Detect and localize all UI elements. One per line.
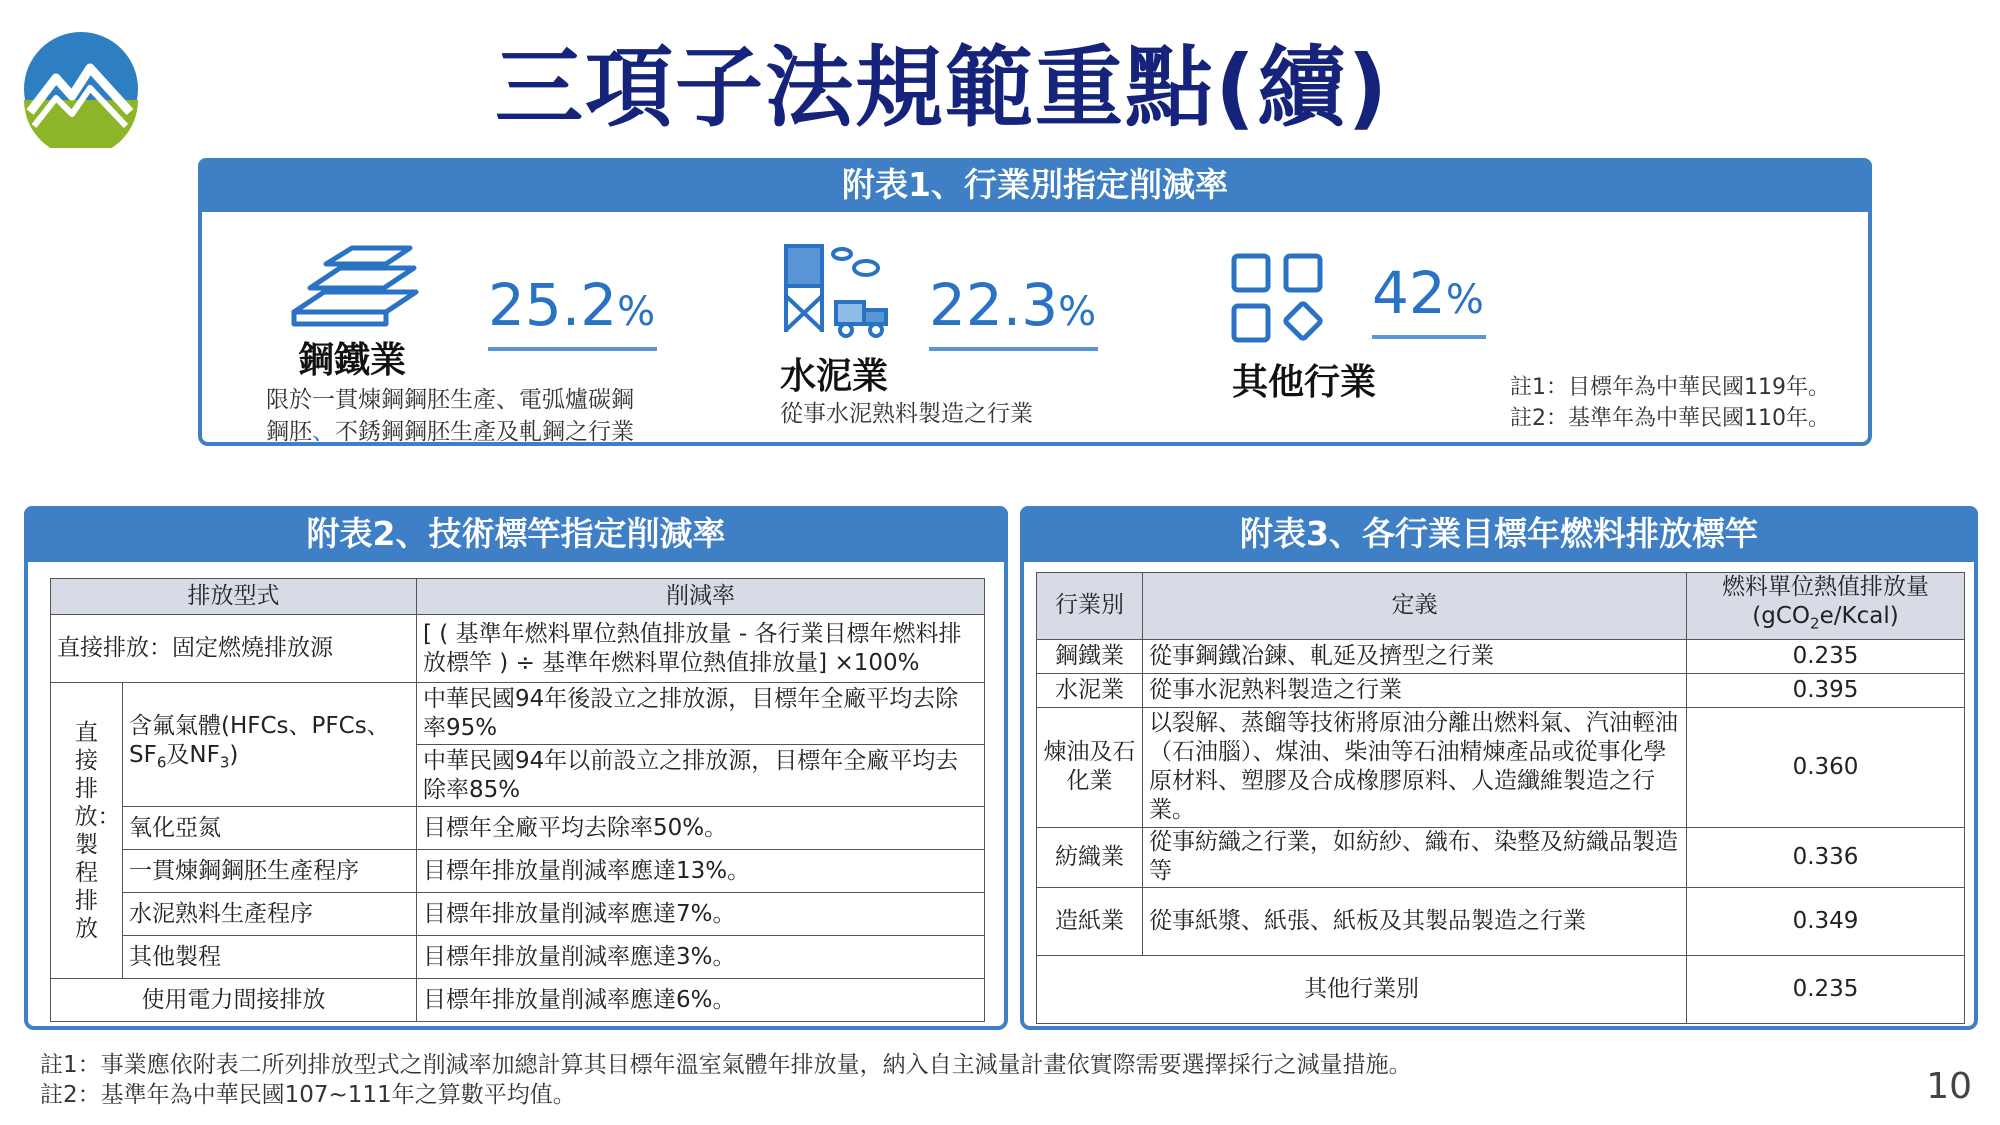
table-row — [51, 683, 985, 745]
table3 — [1036, 572, 1965, 1024]
table1-heading: 附表1、行業別指定削減率 — [198, 158, 1872, 212]
table-row — [51, 850, 985, 893]
row-type: 一貫煉鋼鋼胚生產程序 — [123, 850, 417, 893]
org-logo — [22, 30, 140, 148]
grid-squares-icon — [1230, 252, 1326, 344]
table-row — [1037, 887, 1965, 955]
row-value: 0.349 — [1687, 887, 1965, 955]
cement-desc: 從事水泥熟料製造之行業 — [780, 401, 1033, 427]
table2-panel — [24, 506, 1008, 1030]
table3-heading: 附表3、各行業目標年燃料排放標竿 — [1020, 506, 1978, 562]
table-row — [51, 893, 985, 936]
cement-rate: 22.3% — [929, 274, 1098, 351]
steel-rate: 25.2% — [488, 274, 657, 351]
row-industry: 鋼鐵業 — [1037, 639, 1143, 673]
table3-header-industry: 行業別 — [1037, 573, 1143, 640]
table-row — [1037, 673, 1965, 707]
other-industry-label: 其他行業別 — [1037, 955, 1687, 1023]
table1-note2: 註2：基準年為中華民國110年。 — [1510, 406, 1830, 431]
row-rate: 目標年排放量削減率應達3%。 — [417, 936, 985, 979]
table3-header-definition: 定義 — [1143, 573, 1687, 640]
row-definition: 從事紙漿、紙張、紙板及其製品製造之行業 — [1143, 887, 1687, 955]
row-industry: 造紙業 — [1037, 887, 1143, 955]
steel-industry-name: 鋼鐵業 — [298, 340, 407, 381]
steel-desc-line1: 限於一貫煉鋼鋼胚生產、電弧爐碳鋼 — [266, 387, 634, 413]
steel-desc-line2: 鋼胚、不銹鋼鋼胚生產及軋鋼之行業 — [266, 419, 634, 445]
table1-note1: 註1：目標年為中華民國119年。 — [1510, 375, 1830, 400]
table3-header-factor: 燃料單位熱值排放量 (gCO$_2$e/Kcal) — [1687, 573, 1965, 640]
indirect-rate: 目標年排放量削減率應達6%。 — [417, 979, 985, 1022]
cement-plant-icon — [782, 240, 892, 340]
table2-header-type: 排放型式 — [51, 579, 417, 615]
table-row — [51, 807, 985, 850]
cement-industry-name: 水泥業 — [780, 356, 889, 397]
row-value: 0.336 — [1687, 827, 1965, 887]
other-rate: 42% — [1372, 262, 1486, 339]
row-definition: 從事水泥熟料製造之行業 — [1143, 673, 1687, 707]
process-group-label: 直接排放：製程排放 — [51, 683, 123, 979]
row-industry: 紡織業 — [1037, 827, 1143, 887]
row-value: 0.395 — [1687, 673, 1965, 707]
row-rate: 目標年全廠平均去除率50%。 — [417, 807, 985, 850]
table-row — [1037, 955, 1965, 1023]
row-type: 氧化亞氮 — [123, 807, 417, 850]
row-definition: 以裂解、蒸餾等技術將原油分離出燃料氣、汽油輕油（石油腦）、煤油、柴油等石油精煉產品或從事化學原材料、塑膠及合成橡膠原料、人造纖維製造之行業。 — [1143, 707, 1687, 827]
footnote-1: 註1：事業應依附表二所列排放型式之削減率加總計算其目標年溫室氣體年排放量，納入自主減量計畫依實際需要選擇採行之減量措施。 — [40, 1052, 1412, 1078]
row-type: 其他製程 — [123, 936, 417, 979]
other-industry-name: 其他行業 — [1232, 362, 1377, 403]
other-industry-value: 0.235 — [1687, 955, 1965, 1023]
steel-beams-icon — [290, 242, 420, 338]
row-type: 水泥熟料生產程序 — [123, 893, 417, 936]
row-definition: 從事鋼鐵冶鍊、軋延及擠型之行業 — [1143, 639, 1687, 673]
table-row — [1037, 639, 1965, 673]
table-row — [1037, 827, 1965, 887]
table-row — [1037, 707, 1965, 827]
table2 — [50, 578, 985, 1022]
row-definition: 從事紡織之行業，如紡紗、織布、染整及紡織品製造等 — [1143, 827, 1687, 887]
table2-heading: 附表2、技術標竿指定削減率 — [24, 506, 1008, 562]
table2-header-rate: 削減率 — [417, 579, 985, 615]
indirect-type: 使用電力間接排放 — [51, 979, 417, 1022]
table3-panel — [1020, 506, 1978, 1030]
fluorinated-rate-before-94: 中華民國94年以前設立之排放源，目標年全廠平均去除率85% — [417, 745, 985, 807]
row-industry: 煉油及石化業 — [1037, 707, 1143, 827]
row-rate: 目標年排放量削減率應達7%。 — [417, 893, 985, 936]
direct-fuel-rate: [ ( 基準年燃料單位熱值排放量 - 各行業目標年燃料排放標竿 ) ÷ 基準年燃料單位熱值排放量] ×100% — [417, 615, 985, 683]
direct-fuel-type: 直接排放：固定燃燒排放源 — [51, 615, 417, 683]
row-industry: 水泥業 — [1037, 673, 1143, 707]
page-title: 三項子法規範重點(續) — [495, 36, 1390, 139]
row-value: 0.360 — [1687, 707, 1965, 827]
row-value: 0.235 — [1687, 639, 1965, 673]
table-row — [51, 979, 985, 1022]
fluorinated-gas-type: 含氟氣體(HFCs、PFCs、$SF_6$及$NF_3$) — [123, 683, 417, 807]
page-number: 10 — [1926, 1066, 1972, 1107]
table-row — [51, 936, 985, 979]
table-row — [51, 615, 985, 683]
table1-panel — [198, 158, 1872, 446]
row-rate: 目標年排放量削減率應達13%。 — [417, 850, 985, 893]
fluorinated-rate-after-94: 中華民國94年後設立之排放源，目標年全廠平均去除率95% — [417, 683, 985, 745]
footnote-2: 註2：基準年為中華民國107~111年之算數平均值。 — [40, 1082, 576, 1108]
